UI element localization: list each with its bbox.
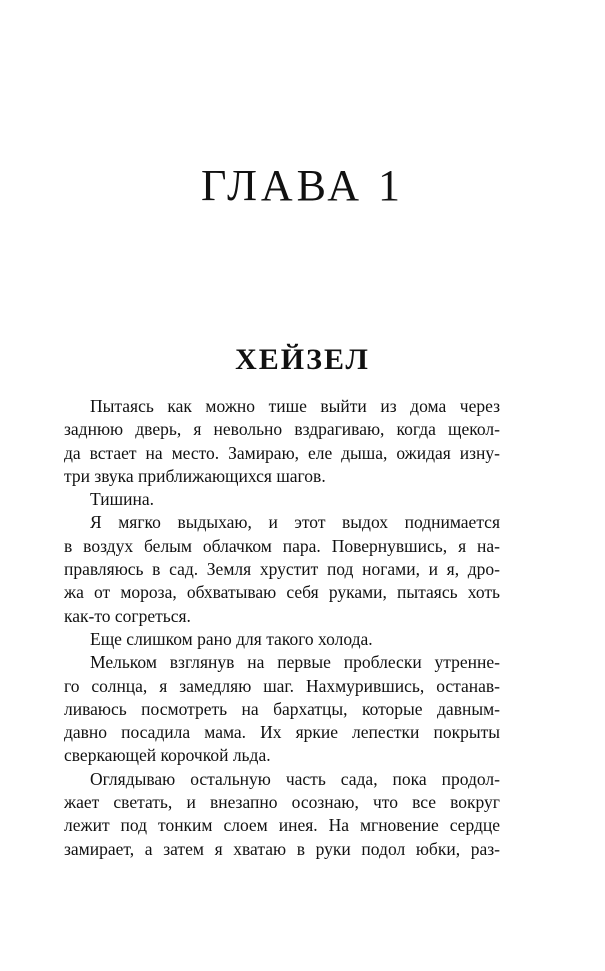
paragraph <box>64 628 500 651</box>
text-line: да встает на место. Замираю, еле дыша, ожидая изну- <box>64 442 500 463</box>
text-line: Оглядываю остальную часть сада, пока продол- <box>90 768 500 789</box>
paragraph <box>64 651 500 767</box>
body-text <box>64 395 500 861</box>
text-line: го солнца, я замедляю шаг. Нахмурившись, останав- <box>64 675 500 696</box>
text-line: жа от мороза, обхватываю себя руками, пытаясь хоть <box>64 582 500 603</box>
paragraph <box>64 488 500 511</box>
text-line: правляюсь в сад. Земля хрустит под ногами, и я, дро- <box>64 559 500 580</box>
paragraph <box>64 768 500 861</box>
text-line: три звука приближающихся шагов. <box>64 465 326 486</box>
text-line: давно посадила мама. Их яркие лепестки покрыты <box>64 722 500 743</box>
chapter-title: ГЛАВА 1 <box>200 161 405 210</box>
text-line: ливаюсь посмотреть на бархатцы, которые давным- <box>64 698 500 719</box>
text-line: лежит под тонким слоем инея. На мгновение сердце <box>64 815 500 836</box>
text-line: в воздух белым облачком пара. Повернувшись, я на- <box>64 535 500 556</box>
text-line: заднюю дверь, я невольно вздрагиваю, когда щекол- <box>64 419 500 440</box>
paragraph <box>64 395 500 488</box>
text-line: Еще слишком рано для такого холода. <box>90 628 373 649</box>
text-line: жает светать, и внезапно осознаю, что все вокруг <box>64 792 500 813</box>
text-line: Я мягко выдыхаю, и этот выдох поднимается <box>90 512 500 533</box>
text-line: Пытаясь как можно тише выйти из дома через <box>90 396 500 416</box>
text-line: сверкающей корочкой льда. <box>64 745 271 766</box>
text-line: Мельком взглянув на первые проблески утренне- <box>90 652 500 673</box>
text-line: замирает, а затем я хватаю в руки подол юбки, раз- <box>64 838 500 859</box>
text-line: Тишина. <box>90 489 154 510</box>
text-line: как-то согреться. <box>64 605 191 626</box>
section-title: ХЕЙЗЕЛ <box>235 343 370 376</box>
paragraph <box>64 511 500 627</box>
